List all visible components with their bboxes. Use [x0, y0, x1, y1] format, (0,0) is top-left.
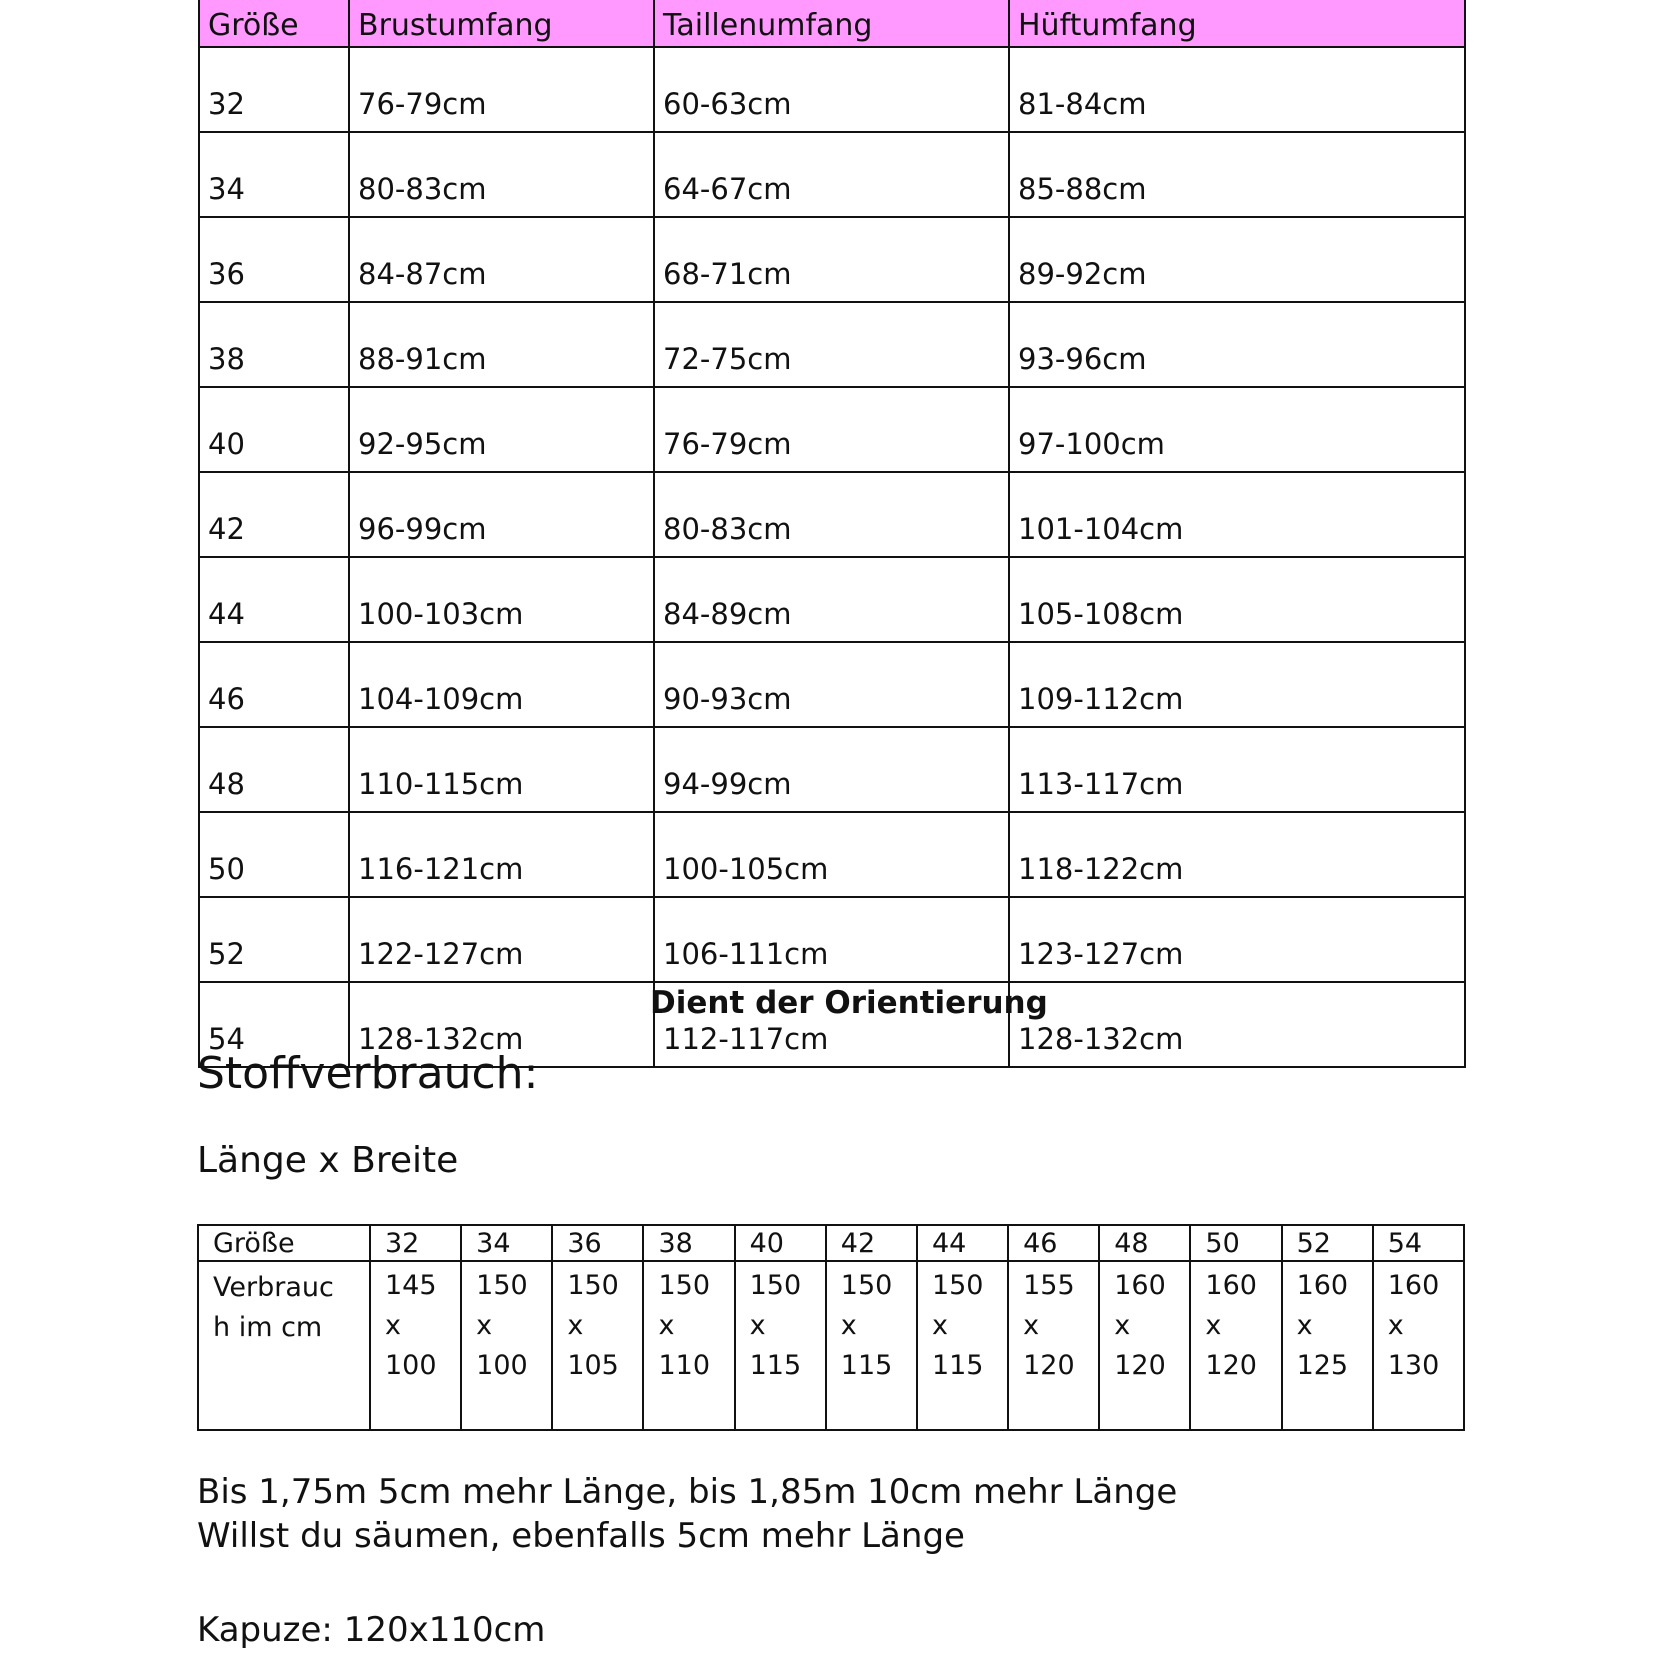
- length-notes: [197, 1470, 1177, 1558]
- usage-width: 130: [1387, 1350, 1440, 1381]
- usage-separator: x: [1387, 1310, 1404, 1341]
- usage-separator: x: [1114, 1310, 1131, 1341]
- table-row: [199, 387, 1465, 472]
- fabric-usage-cell: [1099, 1261, 1190, 1430]
- header-waist: Taillenumfang: [654, 0, 1009, 47]
- fabric-usage-cell: [461, 1261, 552, 1430]
- table-row: [199, 472, 1465, 557]
- usage-separator: x: [658, 1310, 675, 1341]
- fabric-usage-cell: [1008, 1261, 1099, 1430]
- size-chart-header-row: [199, 0, 1465, 47]
- size-chart-table: [198, 0, 1466, 1068]
- usage-separator: x: [749, 1310, 766, 1341]
- usage-label-line: Verbrauc: [213, 1272, 334, 1303]
- usage-length: 160: [1387, 1270, 1440, 1301]
- usage-separator: x: [567, 1310, 584, 1341]
- fabric-usage-table: [197, 1224, 1465, 1431]
- fabric-size-row: [198, 1225, 1464, 1261]
- cell-size: 50: [199, 812, 349, 897]
- cell-hip: 97-100cm: [1009, 387, 1465, 472]
- fabric-usage-cell: [917, 1261, 1008, 1430]
- fabric-usage-cell: [643, 1261, 734, 1430]
- cell-hip: 105-108cm: [1009, 557, 1465, 642]
- fabric-usage-cell: [735, 1261, 826, 1430]
- fabric-size-cell: 54: [1373, 1225, 1464, 1261]
- fabric-usage-cell: [826, 1261, 917, 1430]
- usage-separator: x: [1023, 1310, 1040, 1341]
- usage-length: 150: [567, 1270, 619, 1301]
- cell-bust: 110-115cm: [349, 727, 654, 812]
- fabric-usage-cell: [552, 1261, 643, 1430]
- cell-waist: 94-99cm: [654, 727, 1009, 812]
- fabric-size-cell: 40: [735, 1225, 826, 1261]
- usage-length: 150: [840, 1270, 893, 1301]
- cell-waist: 76-79cm: [654, 387, 1009, 472]
- cell-size: 46: [199, 642, 349, 727]
- usage-width: 120: [1023, 1350, 1075, 1381]
- usage-width: 115: [931, 1350, 984, 1381]
- fabric-size-label: Größe: [198, 1225, 370, 1261]
- usage-width: 125: [1296, 1350, 1349, 1381]
- cell-waist: 64-67cm: [654, 132, 1009, 217]
- cell-hip: 89-92cm: [1009, 217, 1465, 302]
- usage-length: 150: [749, 1270, 802, 1301]
- usage-separator: x: [476, 1310, 493, 1341]
- table-row: [199, 812, 1465, 897]
- length-note-line: Bis 1,75m 5cm mehr Länge, bis 1,85m 10cm mehr Länge: [197, 1472, 1178, 1512]
- header-size: Größe: [199, 0, 349, 47]
- cell-bust: 88-91cm: [349, 302, 654, 387]
- orientation-note: Dient der Orientierung: [650, 985, 1048, 1021]
- cell-bust: 116-121cm: [349, 812, 654, 897]
- cell-bust: 122-127cm: [349, 897, 654, 982]
- table-row: [199, 642, 1465, 727]
- cell-hip: 123-127cm: [1009, 897, 1465, 982]
- cell-hip: 128-132cm: [1009, 982, 1465, 1067]
- cell-hip: 93-96cm: [1009, 302, 1465, 387]
- fabric-usage-heading: Stoffverbrauch:: [197, 1048, 539, 1099]
- cell-bust: 84-87cm: [349, 217, 654, 302]
- usage-length: 155: [1023, 1270, 1075, 1301]
- fabric-size-cell: 44: [917, 1225, 1008, 1261]
- fabric-usage-cell: [1373, 1261, 1464, 1430]
- cell-bust: 100-103cm: [349, 557, 654, 642]
- cell-hip: 101-104cm: [1009, 472, 1465, 557]
- cell-bust: 104-109cm: [349, 642, 654, 727]
- cell-waist: 112-117cm: [654, 982, 1009, 1067]
- usage-width: 105: [567, 1350, 619, 1381]
- usage-separator: x: [385, 1310, 401, 1341]
- usage-width: 100: [385, 1350, 437, 1381]
- fabric-usage-cell: [1190, 1261, 1281, 1430]
- usage-width: 120: [1114, 1350, 1166, 1381]
- cell-size: 44: [199, 557, 349, 642]
- usage-width: 100: [476, 1350, 528, 1381]
- table-row: [199, 727, 1465, 812]
- fabric-usage-cell: [370, 1261, 461, 1430]
- usage-length: 145: [385, 1270, 437, 1301]
- cell-waist: 100-105cm: [654, 812, 1009, 897]
- cell-size: 34: [199, 132, 349, 217]
- usage-length: 160: [1205, 1270, 1257, 1301]
- table-row: [199, 217, 1465, 302]
- cell-waist: 60-63cm: [654, 47, 1009, 132]
- cell-size: 38: [199, 302, 349, 387]
- cell-size: 42: [199, 472, 349, 557]
- cell-bust: 128-132cm: [349, 982, 654, 1067]
- cell-waist: 80-83cm: [654, 472, 1009, 557]
- fabric-usage-row: [198, 1261, 1464, 1430]
- cell-hip: 85-88cm: [1009, 132, 1465, 217]
- hood-fabric-note: Kapuze: 120x110cm: [197, 1610, 546, 1650]
- cell-waist: 84-89cm: [654, 557, 1009, 642]
- fabric-size-cell: 48: [1099, 1225, 1190, 1261]
- cell-waist: 106-111cm: [654, 897, 1009, 982]
- fabric-size-cell: 52: [1282, 1225, 1373, 1261]
- table-row: [199, 132, 1465, 217]
- fabric-size-cell: 50: [1190, 1225, 1281, 1261]
- cell-size: 48: [199, 727, 349, 812]
- usage-separator: x: [1296, 1310, 1313, 1341]
- cell-bust: 92-95cm: [349, 387, 654, 472]
- usage-width: 110: [658, 1350, 711, 1381]
- length-note-line: Willst du säumen, ebenfalls 5cm mehr Länge: [197, 1516, 965, 1556]
- cell-bust: 76-79cm: [349, 47, 654, 132]
- cell-waist: 90-93cm: [654, 642, 1009, 727]
- cell-size: 32: [199, 47, 349, 132]
- usage-separator: x: [840, 1310, 857, 1341]
- cell-hip: 118-122cm: [1009, 812, 1465, 897]
- table-row: [199, 302, 1465, 387]
- cell-hip: 81-84cm: [1009, 47, 1465, 132]
- header-bust: Brustumfang: [349, 0, 654, 47]
- cell-bust: 96-99cm: [349, 472, 654, 557]
- fabric-size-cell: 36: [552, 1225, 643, 1261]
- usage-width: 115: [840, 1350, 893, 1381]
- usage-width: 120: [1205, 1350, 1257, 1381]
- table-row: [199, 897, 1465, 982]
- cell-waist: 72-75cm: [654, 302, 1009, 387]
- cell-hip: 109-112cm: [1009, 642, 1465, 727]
- cell-size: 54: [199, 982, 349, 1067]
- table-row: [199, 47, 1465, 132]
- cell-waist: 68-71cm: [654, 217, 1009, 302]
- fabric-usage-cell: [1282, 1261, 1373, 1430]
- cell-size: 36: [199, 217, 349, 302]
- header-hip: Hüftumfang: [1009, 0, 1465, 47]
- usage-length: 160: [1114, 1270, 1166, 1301]
- usage-length: 150: [931, 1270, 984, 1301]
- cell-bust: 80-83cm: [349, 132, 654, 217]
- fabric-size-cell: 32: [370, 1225, 461, 1261]
- cell-hip: 113-117cm: [1009, 727, 1465, 812]
- usage-label-line: h im cm: [213, 1312, 323, 1343]
- fabric-size-cell: 46: [1008, 1225, 1099, 1261]
- fabric-size-cell: 34: [461, 1225, 552, 1261]
- usage-length: 160: [1296, 1270, 1349, 1301]
- usage-length: 150: [658, 1270, 711, 1301]
- fabric-size-cell: 38: [643, 1225, 734, 1261]
- fabric-usage-label: [198, 1261, 370, 1430]
- fabric-usage-subheading: Länge x Breite: [197, 1140, 459, 1181]
- cell-size: 52: [199, 897, 349, 982]
- usage-length: 150: [476, 1270, 528, 1301]
- usage-separator: x: [931, 1310, 948, 1341]
- cell-size: 40: [199, 387, 349, 472]
- usage-width: 115: [749, 1350, 802, 1381]
- usage-separator: x: [1205, 1310, 1222, 1341]
- table-row: [199, 557, 1465, 642]
- fabric-size-cell: 42: [826, 1225, 917, 1261]
